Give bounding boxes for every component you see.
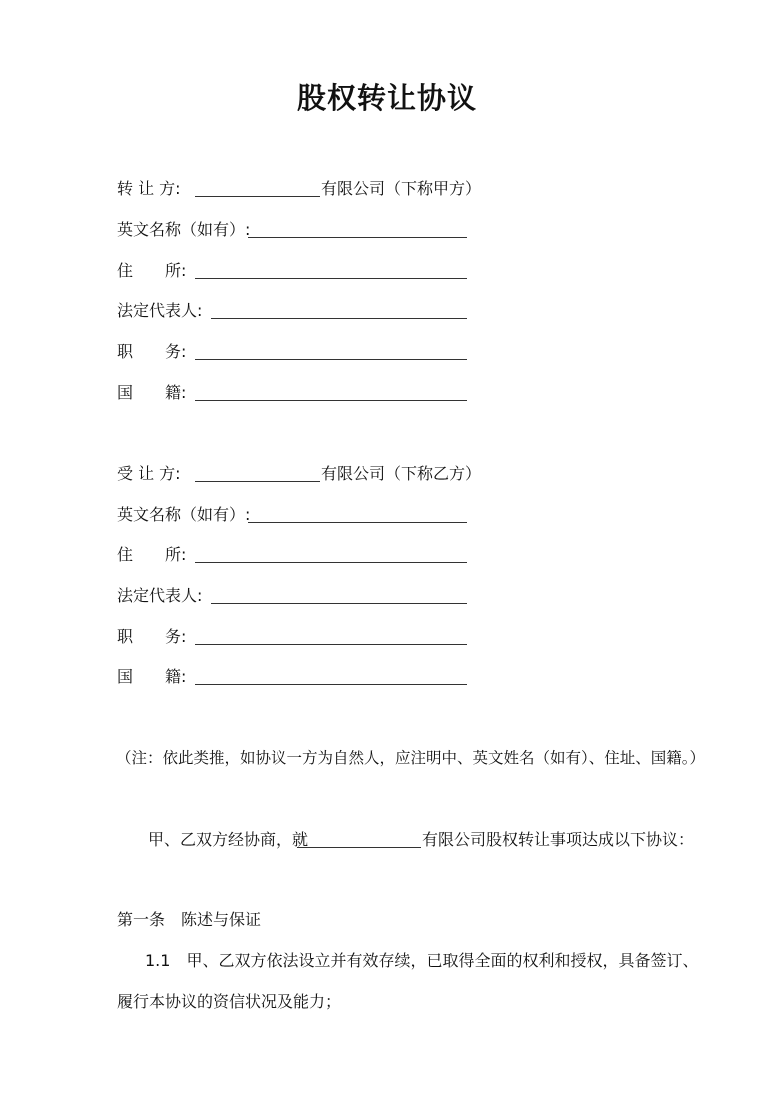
transferee-english-name-label: 英文名称（如有）: xyxy=(117,505,251,524)
article-1-heading: 第一条 陈述与保证 xyxy=(117,910,262,929)
transferor-company-blank[interactable] xyxy=(195,196,320,197)
transferor-nationality-row xyxy=(117,381,477,405)
transferee-address-blank[interactable] xyxy=(195,562,467,563)
transferee-position-row xyxy=(117,625,477,649)
transferee-legal-rep-row xyxy=(117,584,477,608)
transferor-legal-rep-blank[interactable] xyxy=(211,318,467,319)
clause-1-1-line1: 1.1 甲、乙双方依法设立并有效存续，已取得全面的权利和授权，具备签订、 xyxy=(145,951,699,970)
transferor-english-name-label: 英文名称（如有）: xyxy=(117,220,251,239)
transferor-address-blank[interactable] xyxy=(195,278,467,279)
transferor-address-row xyxy=(117,259,477,283)
intro-paragraph xyxy=(148,828,695,852)
transferee-address-row xyxy=(117,543,477,567)
intro-prefix: 甲、乙双方经协商，就 xyxy=(148,830,309,849)
transferee-address-label: 住 所: xyxy=(117,545,187,564)
intro-company-blank[interactable] xyxy=(297,847,421,848)
transferor-address-label: 住 所: xyxy=(117,261,187,280)
transferor-nationality-label: 国 籍: xyxy=(117,383,187,402)
transferee-position-label: 职 务: xyxy=(117,627,187,646)
transferor-company-suffix: 有限公司（下称甲方） xyxy=(321,179,482,198)
transferee-nationality-row xyxy=(117,665,477,689)
transferee-legal-rep-label: 法定代表人: xyxy=(117,586,203,605)
transferee-nationality-label: 国 籍: xyxy=(117,667,187,686)
transferor-position-label: 职 务: xyxy=(117,342,187,361)
transferee-party-row xyxy=(117,462,482,486)
transferee-position-blank[interactable] xyxy=(195,644,467,645)
transferor-party-label: 转 让 方: xyxy=(117,179,181,198)
transferor-english-name-blank[interactable] xyxy=(248,237,467,238)
transferor-party-row xyxy=(117,177,482,201)
transferee-party-label: 受 让 方: xyxy=(117,464,181,483)
transferee-company-blank[interactable] xyxy=(195,481,320,482)
transferee-company-suffix: 有限公司（下称乙方） xyxy=(321,464,482,483)
transferor-nationality-blank[interactable] xyxy=(195,400,467,401)
transferor-position-row xyxy=(117,340,477,364)
transferee-english-name-row xyxy=(117,503,477,527)
transferee-legal-rep-blank[interactable] xyxy=(211,603,467,604)
intro-suffix: 有限公司股权转让事项达成以下协议： xyxy=(422,830,695,849)
transferee-nationality-blank[interactable] xyxy=(195,684,467,685)
transferor-position-blank[interactable] xyxy=(195,359,467,360)
document-title: 股权转让协议 xyxy=(296,81,477,115)
note-paragraph: （注：依此类推，如协议一方为自然人，应注明中、英文姓名（如有）、住址、国籍。） xyxy=(116,749,706,767)
transferee-english-name-blank[interactable] xyxy=(248,522,467,523)
transferor-english-name-row xyxy=(117,218,477,242)
clause-1-1-line2: 履行本协议的资信状况及能力； xyxy=(117,992,342,1011)
transferor-legal-rep-label: 法定代表人: xyxy=(117,301,203,320)
transferor-legal-rep-row xyxy=(117,299,477,323)
